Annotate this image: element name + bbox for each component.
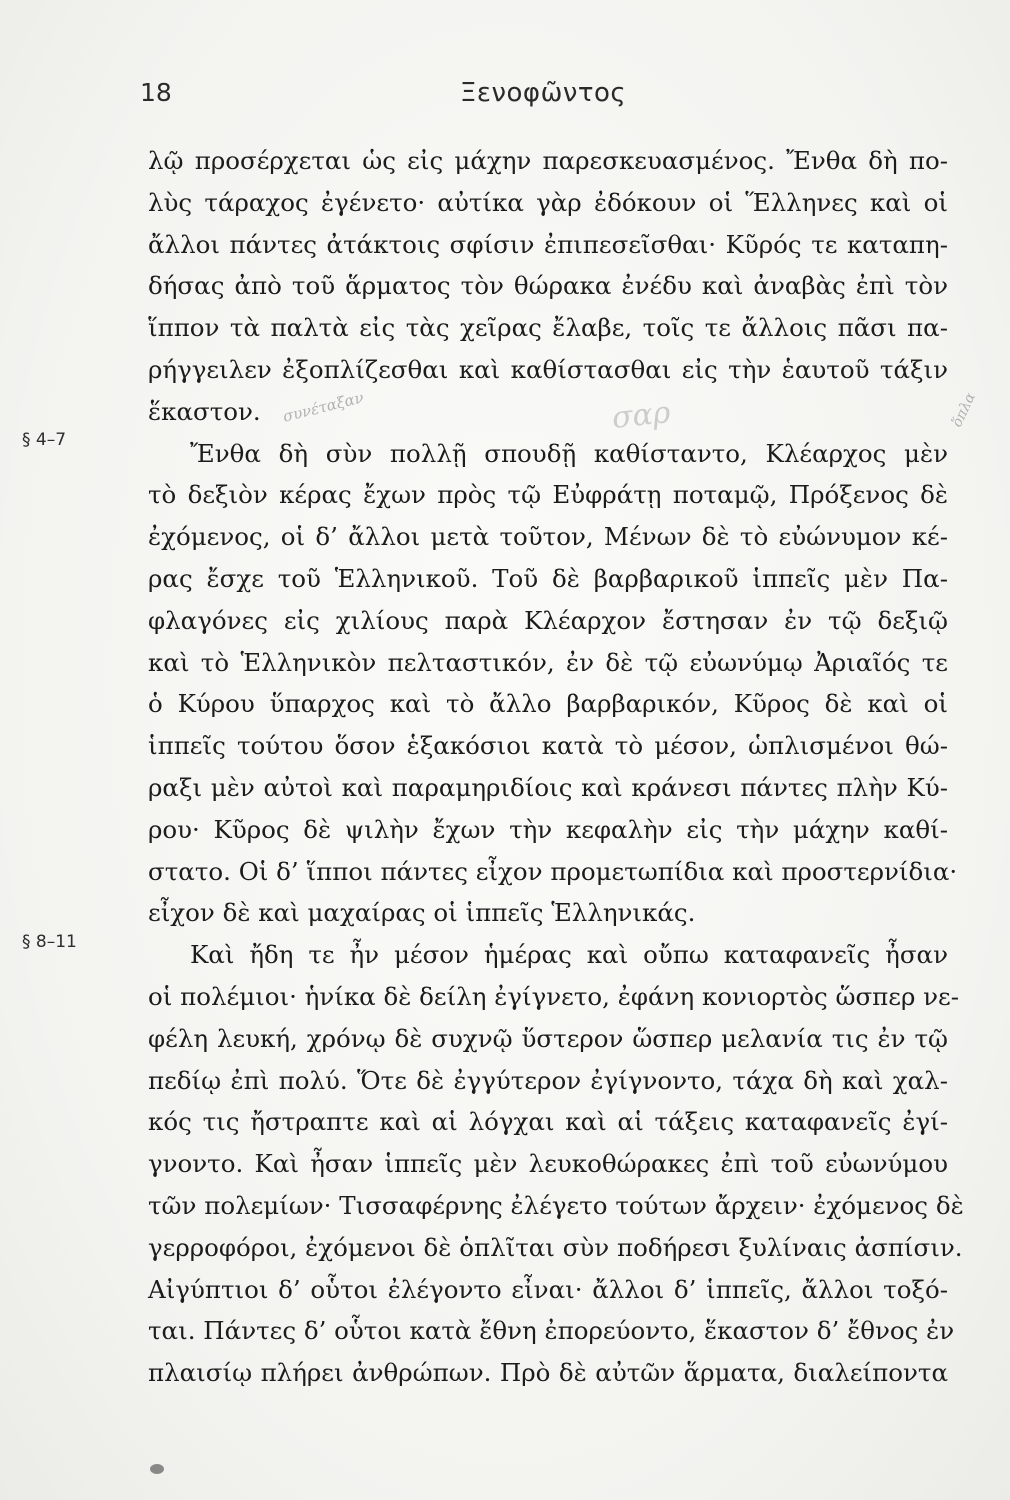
- text-line: φέλη λευκή, χρόνῳ δὲ συχνῷ ὕστερον ὥσπερ μελανία τις ἐν τῷ: [148, 1023, 948, 1053]
- text-line: ἄλλοι πάντες ἀτάκτοις σφίσιν ἐπιπεσεῖσθαι· Κῦρός τε καταπη-: [148, 229, 948, 259]
- text-line: στατο. Οἱ δ’ ἵπποι πάντες εἶχον προμετωπίδια καὶ προστερνίδια·: [148, 856, 958, 886]
- text-line: τὸ δεξιὸν κέρας ἔχων πρὸς τῷ Εὐφράτῃ ποταμῷ, Πρόξενος δὲ: [148, 480, 948, 510]
- pencil-annotation: ὅπλα: [949, 390, 979, 430]
- ink-smudge: [150, 1464, 164, 1474]
- text-line: λῷ προσέρχεται ὡς εἰς μάχην παρεσκευασμένος. Ἔνθα δὴ πο-: [148, 146, 948, 175]
- page-header: [140, 78, 940, 118]
- text-line: πεδίῳ ἐπὶ πολύ. Ὅτε δὲ ἐγγύτερον ἐγίγνοντο, τάχα δὴ καὶ χαλ-: [148, 1065, 948, 1095]
- text-line: ἕκαστον.: [148, 396, 261, 426]
- text-line: ἐχόμενος, οἱ δ’ ἄλλοι μετὰ τοῦτον, Μένων δὲ τὸ εὐώνυμον κέ-: [148, 522, 948, 552]
- pencil-annotation: συνέταξαν: [281, 388, 366, 426]
- section-marker-8-11: § 8–11: [22, 932, 77, 952]
- text-line: εἶχον δὲ καὶ μαχαίρας οἱ ἱππεῖς Ἑλληνικάς.: [148, 898, 696, 928]
- text-line: δήσας ἀπὸ τοῦ ἅρματος τὸν θώρακα ἐνέδυ καὶ ἀναβὰς ἐπὶ τὸν: [148, 271, 948, 301]
- text-line: πλαισίῳ πλήρει ἀνθρώπων. Πρὸ δὲ αὐτῶν ἅρματα, διαλείποντα: [148, 1358, 948, 1388]
- section-marker-4-7: § 4–7: [22, 430, 67, 450]
- text-line: οἱ πολέμιοι· ἡνίκα δὲ δείλη ἐγίγνετο, ἐφάνη κονιορτὸς ὥσπερ νε-: [148, 981, 960, 1011]
- text-line: ἱππεῖς τούτου ὅσον ἑξακόσιοι κατὰ τὸ μέσον, ὡπλισμένοι θώ-: [148, 731, 948, 761]
- text-line: γερροφόροι, ἐχόμενοι δὲ ὁπλῖται σὺν ποδήρεσι ξυλίναις ἀσπίσιν.: [148, 1232, 963, 1262]
- text-line: ραξι μὲν αὐτοὶ καὶ παραμηριδίοις καὶ κράνεσι πάντες πλὴν Κύ-: [148, 772, 948, 802]
- page-number: 18: [140, 78, 172, 107]
- text-line: ρήγγειλεν ἐξοπλίζεσθαι καὶ καθίστασθαι εἰς τὴν ἑαυτοῦ τάξιν: [148, 354, 948, 384]
- pencil-annotation: σαρ: [610, 395, 673, 436]
- text-line: κός τις ἤστραπτε καὶ αἱ λόγχαι καὶ αἱ τάξεις καταφανεῖς ἐγί-: [148, 1107, 948, 1137]
- text-line: καὶ τὸ Ἑλληνικὸν πελταστικόν, ἐν δὲ τῷ εὐωνύμῳ Ἀριαῖός τε: [148, 647, 948, 677]
- text-line: Καὶ ἤδη τε ἦν μέσον ἡμέρας καὶ οὔπω καταφανεῖς ἦσαν: [190, 940, 948, 970]
- text-line: ρου· Κῦρος δὲ ψιλὴν ἔχων τὴν κεφαλὴν εἰς τὴν μάχην καθί-: [148, 814, 948, 844]
- text-line: ἵππον τὰ παλτὰ εἰς τὰς χεῖρας ἔλαβε, τοῖς τε ἄλλοις πᾶσι πα-: [148, 313, 948, 343]
- text-line: ὁ Κύρου ὕπαρχος καὶ τὸ ἄλλο βαρβαρικόν, Κῦρος δὲ καὶ οἱ: [148, 689, 948, 719]
- text-line: Ἔνθα δὴ σὺν πολλῇ σπουδῇ καθίσταντο, Κλέαρχος μὲν: [190, 438, 948, 468]
- text-line: φλαγόνες εἰς χιλίους παρὰ Κλέαρχον ἔστησαν ἐν τῷ δεξιῷ: [148, 605, 948, 635]
- text-line: ρας ἔσχε τοῦ Ἑλληνικοῦ. Τοῦ δὲ βαρβαρικοῦ ἱππεῖς μὲν Πα-: [148, 563, 948, 593]
- text-line: τῶν πολεμίων· Τισσαφέρνης ἐλέγετο τούτων ἄρχειν· ἐχόμενος δὲ: [148, 1190, 964, 1220]
- running-title: Ξενοφῶντος: [460, 78, 627, 108]
- text-line: λὺς τάραχος ἐγένετο· αὐτίκα γὰρ ἐδόκουν οἱ Ἕλληνες καὶ οἱ: [148, 187, 948, 217]
- text-line: γνοντο. Καὶ ἦσαν ἱππεῖς μὲν λευκοθώρακες ἐπὶ τοῦ εὐωνύμου: [148, 1149, 948, 1179]
- text-line: Αἰγύπτιοι δ’ οὗτοι ἐλέγοντο εἶναι· ἄλλοι δ’ ἱππεῖς, ἄλλοι τοξό-: [148, 1274, 948, 1304]
- text-line: ται. Πάντες δ’ οὗτοι κατὰ ἔθνη ἐπορεύοντο, ἕκαστον δ’ ἔθνος ἐν: [148, 1316, 955, 1346]
